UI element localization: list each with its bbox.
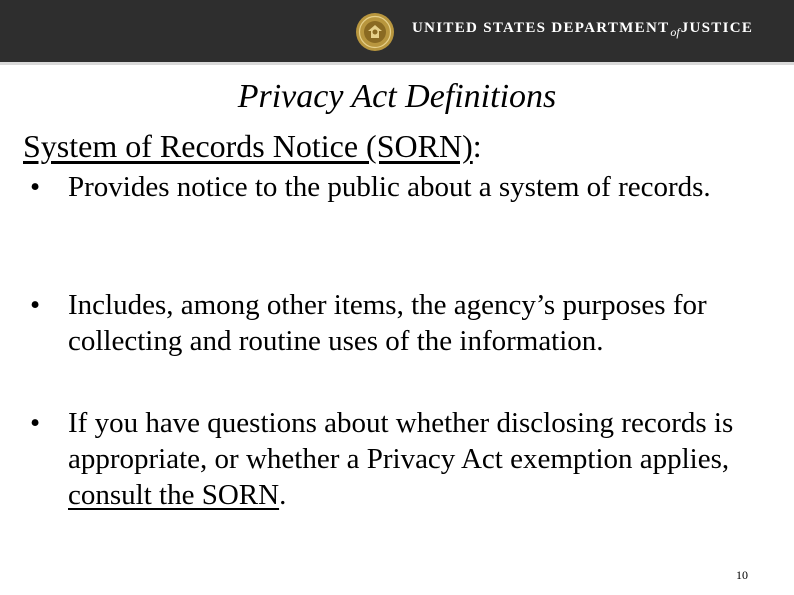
page-number: 10 xyxy=(736,568,748,582)
department-name xyxy=(412,20,753,44)
department-name-end: JUSTICE xyxy=(680,20,754,36)
doj-seal-icon xyxy=(355,12,395,52)
slide-subtitle xyxy=(23,127,482,165)
bullet-marker: • xyxy=(30,407,41,439)
bullet-text-after: . xyxy=(279,479,287,511)
header-bar xyxy=(0,0,794,62)
bullet-text xyxy=(68,405,778,513)
subtitle-term: System of Records Notice (SORN) xyxy=(23,128,473,164)
department-name-of: of xyxy=(670,25,680,39)
header-divider xyxy=(0,62,794,65)
slide-title: Privacy Act Definitions xyxy=(237,78,557,115)
bullet-text: Includes, among other items, the agency’s purposes for collecting and routine uses of the information. xyxy=(68,289,707,357)
department-name-main: UNITED STATES DEPARTMENT xyxy=(412,20,670,36)
bullet-text: Provides notice to the public about a system of records. xyxy=(68,171,711,203)
bullet-marker: • xyxy=(30,289,41,321)
bullet-marker: • xyxy=(30,171,41,203)
consult-sorn-link[interactable]: consult the SORN xyxy=(68,479,280,511)
subtitle-colon: : xyxy=(472,128,482,164)
bullet-text-before: If you have questions about whether disclosing records is appropriate, or whether a Privacy Act exemption applies, xyxy=(68,407,734,475)
